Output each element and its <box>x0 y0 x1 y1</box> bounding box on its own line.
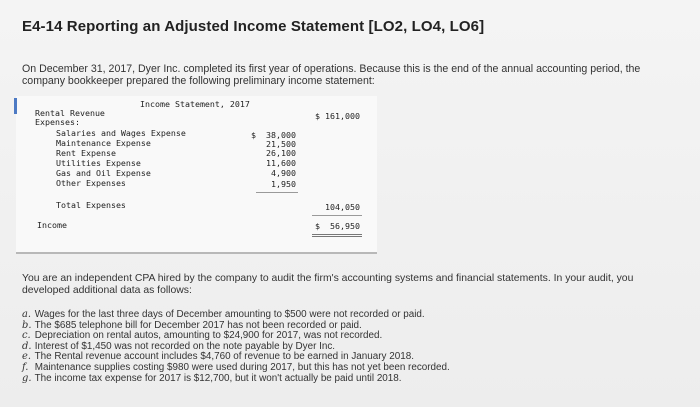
expense-label: Gas and Oil Expense <box>56 168 151 178</box>
problem-title: E4-14 Reporting an Adjusted Income Statement [LO2, LO4, LO6] <box>22 18 485 35</box>
item-text: Depreciation on rental autos, amounting to $24,900 for 2017, was not recorded. <box>34 330 383 342</box>
expense-label: Maintenance Expense <box>56 138 151 148</box>
expense-amount: 21,500 <box>266 139 296 149</box>
expense-amount: $ 38,000 <box>251 130 296 140</box>
item-text: The Rental revenue account includes $4,760 of revenue to be earned in January 2018. <box>34 351 414 363</box>
income-label: Income <box>37 220 67 230</box>
total-rule <box>312 215 362 216</box>
item-text: Maintenance supplies costing $980 were used during 2017, but this has not yet been recorded. <box>34 361 450 373</box>
item-letter: c. <box>22 330 31 342</box>
item-letter: b. <box>22 319 32 331</box>
list-item <box>22 374 672 385</box>
item-letter: g. <box>22 372 32 384</box>
problem-intro: On December 31, 2017, Dyer Inc. completed its first year of operations. Because this is the end of the annual accounting period, the company bookkeeper prepared the following preliminary income statement: <box>22 63 641 87</box>
double-underline <box>312 234 362 237</box>
expense-amount: 11,600 <box>266 158 296 168</box>
total-expenses-amount: 104,050 <box>325 202 360 212</box>
income-statement-table <box>16 96 377 254</box>
expense-label: Salaries and Wages Expense <box>56 128 186 138</box>
item-text: Wages for the last three days of December amounting to $500 were not recorded or paid. <box>34 309 425 320</box>
total-expenses-label: Total Expenses <box>56 200 126 210</box>
item-text: Interest of $1,450 was not recorded on the note payable by Dyer Inc. <box>34 340 336 352</box>
item-letter: f. <box>22 361 29 373</box>
subtotal-rule <box>256 192 298 193</box>
rental-revenue-amount: $ 161,000 <box>315 111 360 121</box>
audit-intro: You are an independent CPA hired by the company to audit the firm's accounting systems and financial statements. In your audit, you developed additional data as follows: <box>22 273 634 296</box>
expenses-label: Expenses: <box>35 117 80 127</box>
expense-amount: 1,950 <box>271 179 296 189</box>
item-text: The income tax expense for 2017 is $12,700, but it won't actually be paid until 2018. <box>34 372 402 384</box>
adjustment-list <box>22 310 672 384</box>
rental-revenue-label: Rental Revenue <box>35 108 105 118</box>
item-letter: e. <box>22 351 31 363</box>
income-amount: $ 56,950 <box>315 221 360 231</box>
expense-label: Other Expenses <box>56 178 126 188</box>
selection-marker <box>14 98 17 114</box>
item-letter: d. <box>22 340 32 352</box>
item-letter: a. <box>22 309 32 320</box>
statement-heading: Income Statement, 2017 <box>140 99 250 109</box>
expense-amount: 4,900 <box>271 168 296 178</box>
expense-label: Rent Expense <box>56 148 116 158</box>
expense-label: Utilities Expense <box>56 158 141 168</box>
expense-amount: 26,100 <box>266 148 296 158</box>
item-text: The $685 telephone bill for December 2017 has not been recorded or paid. <box>34 319 362 331</box>
